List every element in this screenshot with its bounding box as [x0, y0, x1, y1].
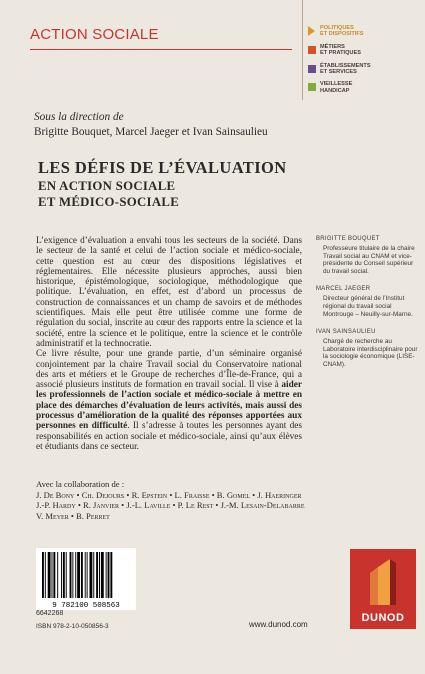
collaborators-line: J. De Bony • Ch. Dejours • R. Epstein • L. Fraisse • B. Gomel • J. Haeringer: [36, 489, 302, 500]
editorial-direction: [34, 110, 268, 139]
author-desc: Professeure titulaire de la chaire Travail social au CNAM et vice-présidente du Conseil supérieur du travail social.: [323, 245, 415, 275]
legend-label: POLITIQUES ET DISPOSITIFS: [320, 25, 364, 38]
isbn: ISBN 978-2-10-050856-3: [36, 623, 109, 630]
book-title: [38, 158, 287, 210]
author-name: BRIGITTE BOUQUET: [316, 236, 380, 242]
series-title: ACTION SOCIALE: [30, 26, 159, 43]
green-square-icon: [308, 83, 316, 91]
author-bio: [316, 286, 421, 318]
barcode-number: 9 782100 508563: [52, 602, 120, 610]
paragraph-2-start: Ce livre résulte, pour une grande partie, d’un séminaire organisé conjointement par la chaire Travail social du Conservatoire national des arts et métiers et le Groupe de recherches d’Île-de-France, qui a associé plusieurs instituts de formation en travail social. Il vise à: [36, 349, 302, 391]
collaboration-intro: Avec la collaboration de :: [36, 479, 125, 489]
author-bio: [316, 329, 421, 368]
paragraph-2: [36, 349, 302, 452]
active-arrow-icon: [308, 26, 315, 36]
paragraph-2-bold: aider les professionnels de l’action sociale et médico-sociale à mettre en place des démarches d’évaluation de leurs activités, mais aussi des processus d’amélioration de la qualité des réponses apportées aux personnes en difficulté: [36, 380, 302, 432]
publisher-name: DUNOD: [361, 612, 405, 624]
back-cover-text: [36, 236, 302, 452]
collaborators-line: V. Meyer • B. Perret: [36, 510, 110, 521]
title-main: LES DÉFIS DE L’ÉVALUATION: [38, 158, 287, 177]
legend-label: VIEILLESSE HANDICAP: [320, 81, 353, 94]
legend-label: MÉTIERS ET PRATIQUES: [320, 43, 361, 57]
title-sub-1: EN ACTION SOCIALE: [38, 179, 176, 193]
collection-legend: [308, 25, 420, 100]
purple-square-icon: [308, 65, 316, 73]
dunod-logo-icon: [350, 553, 416, 613]
legend-item-vieillesse: [308, 81, 420, 94]
barcode: [36, 548, 136, 610]
series-rule: [30, 49, 292, 50]
author-name: IVAN SAINSAULIEU: [316, 329, 376, 336]
orange-square-icon: [308, 46, 316, 54]
author-desc: Chargé de recherche au Laboratoire interdisciplinaire pour la sociologie économique (LISE-CNAM).: [323, 338, 418, 368]
product-code: 6642268: [36, 610, 64, 617]
collaborators-line: J.-P. Hardy • R. Janvier • J.-L. Laville • P. Le Rest • J.-M. Lesain-Delabarre: [36, 500, 305, 511]
dunod-logo: [350, 549, 416, 629]
direction-intro: Sous la direction de: [34, 111, 124, 123]
paragraph-2-end: . Il s’adresse à toutes les personnes ayant des responsabilités en action sociale et médico-sociale, ainsi qu’aux élèves et étudiants dans ce secteur.: [36, 421, 302, 452]
author-bio: [316, 236, 421, 275]
publisher-website[interactable]: www.dunod.com: [249, 620, 308, 629]
collaboration: [36, 479, 306, 521]
author-name: MARCEL JAEGER: [316, 286, 371, 293]
author-desc: Directeur général de l’Institut régional du travail social Montrouge – Neuilly-sur-Marne.: [323, 295, 413, 318]
author-bios: [316, 236, 421, 380]
barcode-icon: [36, 548, 136, 610]
title-sub-2: ET MÉDICO-SOCIALE: [38, 195, 180, 209]
editors: Brigitte Bouquet, Marcel Jaeger et Ivan Sainsaulieu: [34, 125, 268, 138]
legend-item-metiers: [308, 44, 420, 57]
paragraph-1: L’exigence d’évaluation a envahi tous les secteurs de la société. Dans le secteur de la santé et celui de l’action sociale et médico-sociale, cette question est au cœur des dispositions législatives et réglementaires. Elle nécessite plusieurs approches, aussi bien historique, épistémologique, sociologique, méthodologique que politique. L’évaluation, en effet, est d’abord un processus de construction de connaissances et un champ de savoirs et de méthodes scientifiques. Mais elle peut être utilisée comme une forme de régulation du social, inscrite au cœur des rapports entre la science et la société, entre la science et le politique, entre la science et le contrôle administratif et la technocratie.: [36, 236, 302, 349]
legend-item-politiques: [308, 25, 420, 38]
vertical-divider: [302, 0, 303, 100]
legend-item-etablissements: [308, 63, 420, 76]
legend-label: ÉTABLISSEMENTS ET SERVICES: [320, 62, 371, 76]
